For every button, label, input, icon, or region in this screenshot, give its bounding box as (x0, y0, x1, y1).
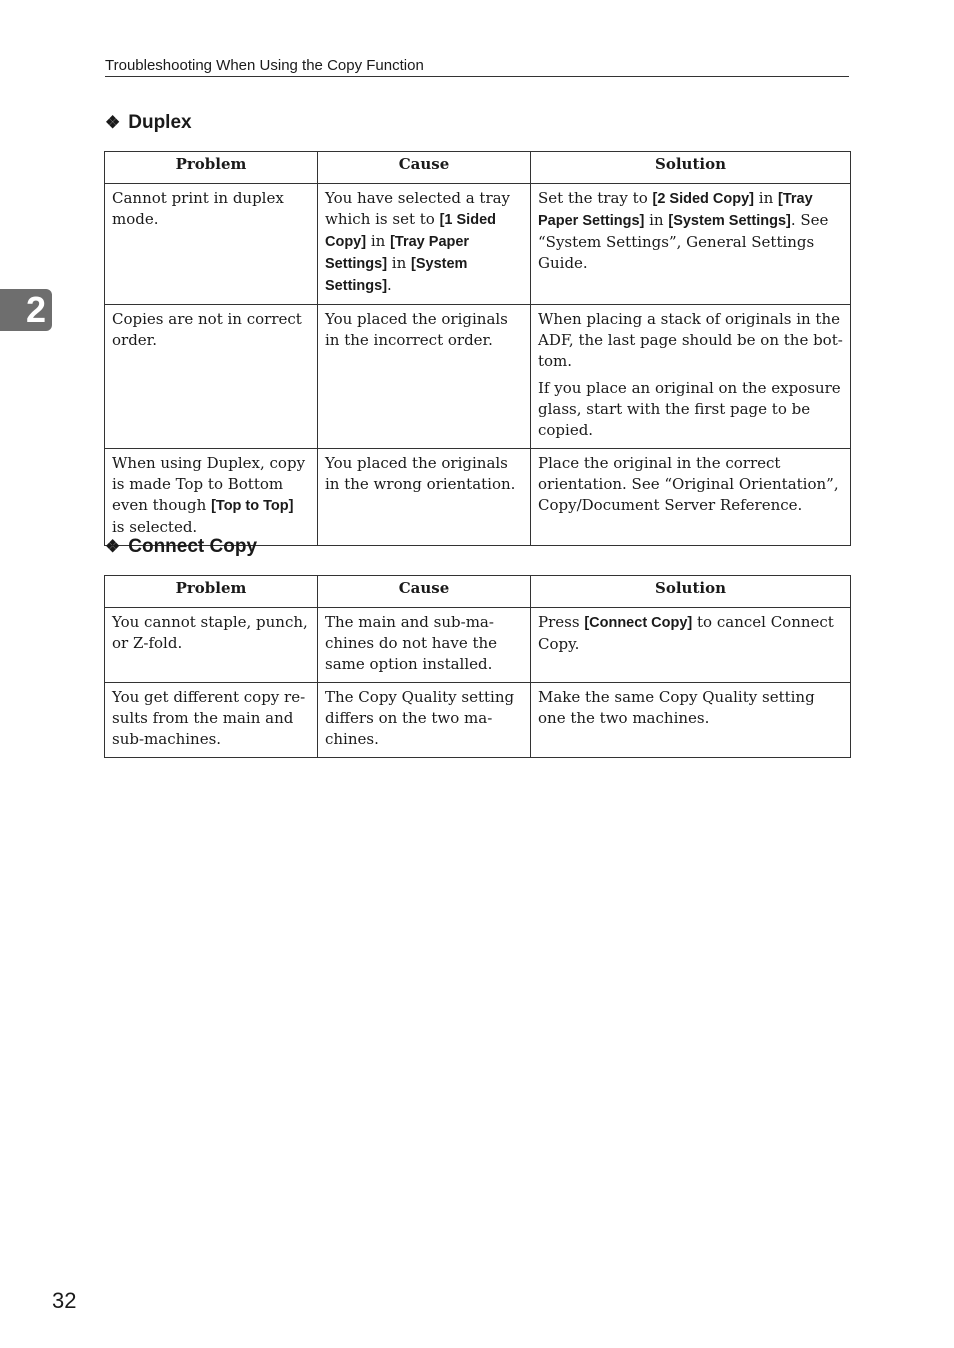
cause-cell (318, 449, 531, 546)
text-run: Cannot print in duplex mode. (112, 189, 284, 228)
text-run: . (387, 276, 392, 294)
solution-paragraph (538, 687, 843, 729)
text-run: When placing a stack of originals in the ADF, the last page should be on the bottom. (538, 310, 843, 370)
table-row (105, 608, 851, 683)
text-run: Press (538, 613, 585, 631)
solution-paragraph (538, 309, 843, 372)
solution-cell (531, 184, 851, 305)
problem-cell (105, 683, 318, 758)
solution-cell (531, 683, 851, 758)
chapter-tab: 2 (0, 289, 52, 331)
text-run: . See “System Settings”, General Settings Guide. (538, 211, 829, 272)
text-run: in (366, 232, 391, 250)
connect-copy-table (104, 575, 851, 758)
table-row (105, 305, 851, 449)
text-run: to cancel Connect Copy. (538, 613, 834, 653)
key-label: [1 Sided Copy] (325, 212, 496, 250)
text-run: in (754, 189, 779, 207)
key-label: [System Settings] (668, 213, 791, 229)
text-run: You get different copy results from the main and sub-machines. (112, 688, 306, 748)
text-run: When using Duplex, copy is made Top to Bottom even though (112, 454, 306, 514)
key-label: [Tray Paper Settings] (325, 234, 470, 272)
problem-cell (105, 305, 318, 449)
key-label: [2 Sided Copy] (652, 191, 755, 207)
text-run: Set the tray to (538, 189, 653, 207)
solution-cell (531, 608, 851, 683)
solution-cell (531, 449, 851, 546)
text-run: is selected. (112, 518, 198, 536)
section-title: Connect Copy (128, 536, 258, 557)
text-run: You placed the originals in the incorrect order. (325, 310, 508, 349)
problem-cell (105, 608, 318, 683)
table-row (105, 683, 851, 758)
table-body (105, 608, 851, 758)
key-label: [Connect Copy] (584, 615, 693, 631)
solution-paragraph (538, 453, 843, 516)
text-run: Make the same Copy Quality setting one the two machines. (538, 688, 815, 727)
key-label: [System Settings] (325, 256, 468, 294)
column-header-solution: Solution (531, 576, 851, 608)
cause-cell (318, 305, 531, 449)
diamond-ornament-icon: ❖ (105, 537, 121, 556)
key-label: [Tray Paper Settings] (538, 191, 813, 229)
problem-cell (105, 184, 318, 305)
text-run: The main and sub-machines do not have the same option installed. (325, 613, 498, 673)
solution-paragraph (538, 378, 843, 441)
table-header-row (105, 576, 851, 608)
table-header-row (105, 152, 851, 184)
running-header (105, 57, 849, 77)
section-title: Duplex (128, 112, 192, 133)
diamond-ornament-icon: ❖ (105, 113, 121, 132)
column-header-solution: Solution (531, 152, 851, 184)
duplex-table (104, 151, 851, 546)
solution-paragraph (538, 612, 843, 655)
cause-cell (318, 608, 531, 683)
column-header-problem: Problem (105, 576, 318, 608)
text-run: If you place an original on the exposure glass, start with the first page to be copied. (538, 379, 841, 439)
cause-cell (318, 683, 531, 758)
text-run: Place the original in the correct orientation. See “Original Orientation”, Copy/Document Server Reference. (538, 454, 839, 514)
cause-cell (318, 184, 531, 305)
column-header-problem: Problem (105, 152, 318, 184)
text-run: You placed the originals in the wrong orientation. (325, 454, 516, 493)
text-run: in (644, 211, 669, 229)
problem-cell (105, 449, 318, 546)
running-header-title: Troubleshooting When Using the Copy Function (105, 57, 424, 74)
text-run: You cannot staple, punch, or Z-fold. (112, 613, 308, 652)
page-number: 32 (52, 1288, 77, 1313)
table-row (105, 184, 851, 305)
column-header-cause: Cause (318, 152, 531, 184)
solution-cell (531, 305, 851, 449)
text-run: You have selected a tray which is set to (325, 189, 511, 228)
text-run: in (387, 254, 412, 272)
section-heading-duplex (105, 112, 192, 134)
text-run: The Copy Quality setting differs on the two machines. (325, 688, 515, 748)
section-heading-connect-copy (105, 536, 257, 558)
table-body (105, 184, 851, 546)
solution-paragraph (538, 188, 843, 274)
table-row (105, 449, 851, 546)
column-header-cause: Cause (318, 576, 531, 608)
text-run: Copies are not in correct order. (112, 310, 302, 349)
key-label: [Top to Top] (211, 498, 294, 514)
